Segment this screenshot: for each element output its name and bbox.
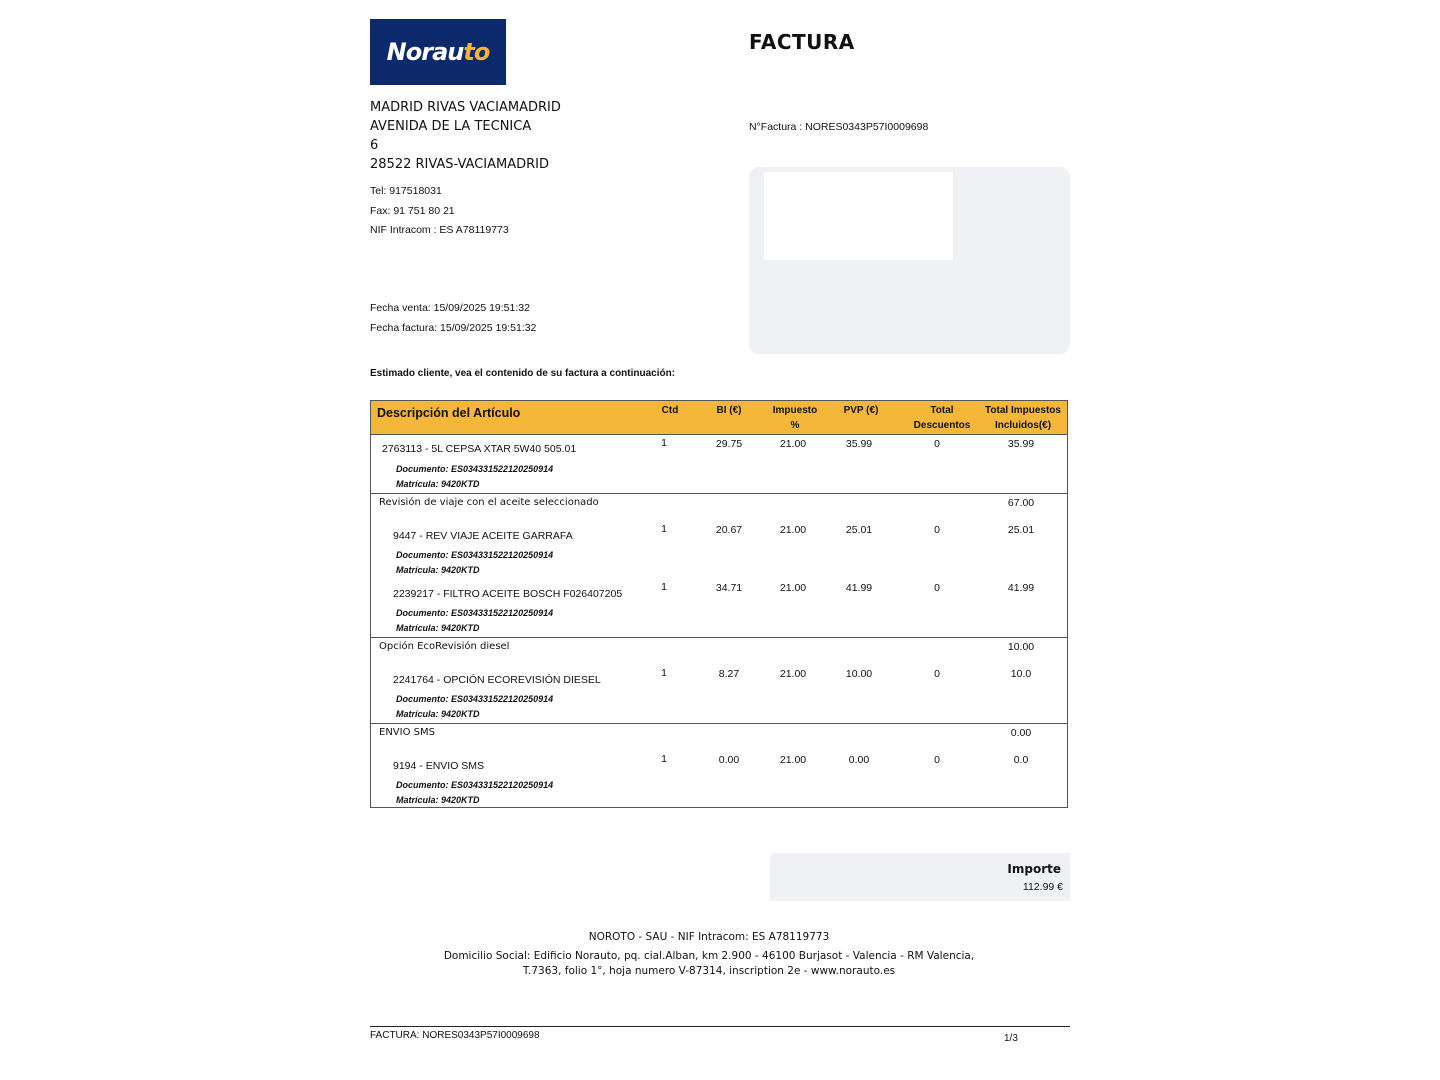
item-plate: Matrícula: 9420KTD: [396, 709, 480, 719]
row-divider: [371, 493, 1067, 494]
item-discount: 0: [934, 438, 940, 450]
item-total: 0.0: [1013, 754, 1029, 766]
logo-text-main: Norau: [386, 38, 464, 66]
item-description: 2241764 - OPCIÓN ECOREVISIÓN DIESEL: [393, 674, 601, 686]
item-pvp: 35.99: [845, 438, 873, 450]
item-tax: 21.00: [779, 438, 807, 450]
customer-address-window: [764, 172, 953, 260]
item-document: Documento: ES034331522120250914: [396, 780, 554, 790]
header-description: Descripción del Artículo: [377, 406, 521, 420]
header-pvp: PVP (€): [843, 405, 879, 416]
item-total: 25.01: [1007, 524, 1035, 536]
total-label: Importe: [1007, 862, 1061, 876]
total-value: 112.99 €: [1022, 881, 1063, 893]
header-tax: Impuesto %: [772, 405, 818, 431]
store-address: [370, 98, 561, 174]
store-street: AVENIDA DE LA TECNICA: [370, 119, 532, 134]
item-discount: 0: [934, 582, 940, 594]
store-name: MADRID RIVAS VACIAMADRID: [370, 100, 561, 115]
company-footer-line2: Domicilio Social: Edificio Norauto, pq. cial.Alban, km 2.900 - 46100 Burjasot - Valencia - RM Valencia,: [443, 950, 975, 962]
item-document: Documento: ES034331522120250914: [396, 464, 554, 474]
customer-address-box: [749, 167, 1070, 354]
header-discounts: Total Descuentos: [913, 405, 971, 431]
table-header: [371, 401, 1067, 435]
item-pvp: 41.99: [845, 582, 873, 594]
invoice-number: N°Factura : NORES0343P57I0009698: [749, 121, 929, 133]
store-fax: Fax: 91 751 80 21: [370, 204, 455, 217]
item-description: 9447 - REV VIAJE ACEITE GARRAFA: [393, 530, 573, 542]
store-city: 28522 RIVAS-VACIAMADRID: [370, 157, 550, 172]
intro-text: Estimado cliente, vea el contenido de su factura a continuación:: [370, 368, 676, 379]
document-title: FACTURA: [749, 30, 855, 54]
item-pvp: 0.00: [848, 754, 870, 766]
items-table: [370, 400, 1068, 808]
group-title: ENVIO SMS: [379, 727, 435, 738]
item-document: Documento: ES034331522120250914: [396, 550, 554, 560]
item-bi: 8.27: [718, 668, 740, 680]
item-tax: 21.00: [779, 668, 807, 680]
logo-text-accent: to: [463, 38, 490, 66]
item-total: 41.99: [1007, 582, 1035, 594]
footer-invoice-number: FACTURA: NORES0343P57I0009698: [370, 1030, 540, 1041]
item-tax: 21.00: [779, 754, 807, 766]
company-footer-line1: NOROTO - SAU - NIF Intracom: ES A78119773: [588, 931, 830, 943]
item-description: 9194 - ENVIO SMS: [393, 760, 485, 772]
item-document: Documento: ES034331522120250914: [396, 694, 554, 704]
item-pvp: 10.00: [845, 668, 873, 680]
header-total: Total Impuestos Incluidos(€): [985, 405, 1061, 431]
item-description: 2763113 - 5L CEPSA XTAR 5W40 505.01: [382, 443, 577, 455]
store-contact: [370, 182, 509, 241]
company-footer-line3: T.7363, folio 1°, hoja numero V-87314, inscription 2e - www.norauto.es: [522, 965, 896, 977]
group-total: 0.00: [1010, 727, 1032, 739]
item-discount: 0: [934, 524, 940, 536]
item-qty: 1: [661, 581, 667, 593]
store-tel: Tel: 917518031: [370, 185, 442, 197]
item-bi: 34.71: [715, 582, 743, 594]
item-tax: 21.00: [779, 582, 807, 594]
item-bi: 0.00: [718, 754, 740, 766]
row-divider: [371, 723, 1067, 724]
store-number: 6: [370, 138, 379, 153]
item-description: 2239217 - FILTRO ACEITE BOSCH F026407205: [393, 588, 623, 600]
group-total: 10.00: [1007, 641, 1035, 653]
norauto-logo: [370, 19, 506, 85]
item-plate: Matrícula: 9420KTD: [396, 623, 480, 633]
item-discount: 0: [934, 668, 940, 680]
group-title: Opción EcoRevisión diesel: [379, 641, 510, 652]
item-qty: 1: [661, 667, 667, 679]
item-bi: 20.67: [715, 524, 743, 536]
invoice-dates: [370, 299, 536, 338]
item-qty: 1: [661, 437, 667, 449]
item-bi: 29.75: [715, 438, 743, 450]
group-title: Revisión de viaje con el aceite seleccionado: [379, 497, 599, 508]
item-qty: 1: [661, 753, 667, 765]
row-divider: [371, 637, 1067, 638]
item-plate: Matrícula: 9420KTD: [396, 479, 480, 489]
header-bi: BI (€): [716, 405, 742, 416]
item-document: Documento: ES034331522120250914: [396, 608, 554, 618]
item-plate: Matrícula: 9420KTD: [396, 565, 480, 575]
item-qty: 1: [661, 523, 667, 535]
item-plate: Matrícula: 9420KTD: [396, 795, 480, 805]
item-discount: 0: [934, 754, 940, 766]
header-qty: Ctd: [661, 405, 679, 416]
invoice-date: Fecha factura: 15/09/2025 19:51:32: [370, 321, 537, 334]
item-total: 35.99: [1007, 438, 1035, 450]
total-box: [770, 853, 1070, 901]
group-total: 67.00: [1007, 497, 1035, 509]
footer-divider: [370, 1026, 1070, 1027]
item-tax: 21.00: [779, 524, 807, 536]
store-nif: NIF Intracom : ES A78119773: [370, 224, 509, 236]
item-pvp: 25.01: [845, 524, 873, 536]
sale-date: Fecha venta: 15/09/2025 19:51:32: [370, 302, 530, 314]
item-total: 10.0: [1010, 668, 1032, 680]
page-number: 1/3: [1004, 1033, 1018, 1044]
